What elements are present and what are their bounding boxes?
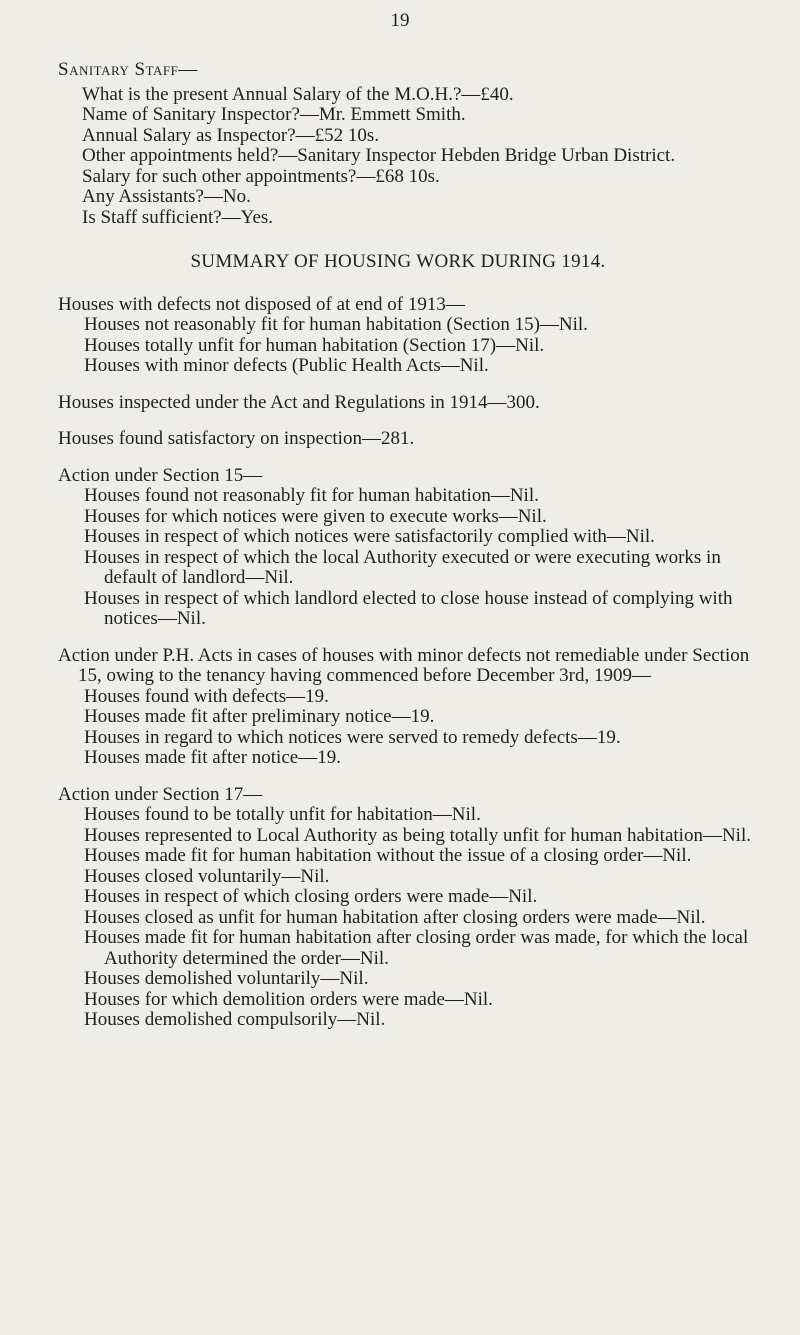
ph-item: Houses made fit after notice—19. (84, 747, 341, 768)
staff-line: Annual Salary as Inspector?—£52 10s. (82, 124, 380, 146)
defects-intro: Houses with defects not disposed of at end of 1913— (58, 293, 465, 315)
section17-item: Houses found to be totally unfit for habitation—Nil. (84, 804, 481, 825)
section17-item: Houses demolished voluntarily—Nil. (84, 968, 369, 989)
page-content (58, 60, 758, 1031)
section17-item: Houses demolished compulsorily—Nil. (84, 1009, 386, 1030)
section15-item: Houses in respect of which the local Authority executed or were executing works in default of landlord—Nil. (84, 546, 721, 588)
section17-item: Houses represented to Local Authority as being totally unfit for human habitation—Nil. (84, 824, 751, 846)
defects-item: Houses totally unfit for human habitation (Section 17)—Nil. (84, 334, 545, 356)
section17-item: Houses closed as unfit for human habitation after closing orders were made—Nil. (84, 906, 706, 928)
section17-item: Houses closed voluntarily—Nil. (84, 865, 330, 887)
staff-line: Is Staff sufficient?—Yes. (82, 206, 274, 228)
section17-item: Houses in respect of which closing orders were made—Nil. (84, 886, 538, 907)
staff-line: Any Assistants?—No. (82, 186, 251, 207)
sanitary-staff-heading: Sanitary Staff— (58, 59, 198, 80)
section17-item: Houses made fit for human habitation after closing order was made, for which the local Authority determined the order—Nil. (84, 927, 749, 969)
ph-intro: Action under P.H. Acts in cases of houses with minor defects not remediable under Section 15, owing to the tenancy having commenced before December 3rd, 1909— (58, 644, 750, 686)
inspected-line: Houses inspected under the Act and Regulations in 1914—300. (58, 391, 540, 413)
section15-item: Houses found not reasonably fit for human habitation—Nil. (84, 485, 539, 506)
section17-intro: Action under Section 17— (58, 783, 263, 805)
ph-item: Houses made fit after preliminary notice—19. (84, 706, 435, 727)
staff-line: Salary for such other appointments?—£68 10s. (82, 165, 440, 187)
page-number: 19 (390, 10, 410, 31)
section15-intro: Action under Section 15— (58, 464, 263, 486)
staff-line: Other appointments held?—Sanitary Inspector Hebden Bridge Urban District. (82, 145, 676, 166)
section17-item: Houses for which demolition orders were made—Nil. (84, 988, 493, 1010)
staff-line: What is the present Annual Salary of the M.O.H.?—£40. (82, 83, 514, 105)
defects-item: Houses not reasonably fit for human habitation (Section 15)—Nil. (84, 314, 588, 335)
ph-item: Houses in regard to which notices were served to remedy defects—19. (84, 726, 621, 748)
section15-item: Houses for which notices were given to execute works—Nil. (84, 505, 547, 527)
section17-item: Houses made fit for human habitation without the issue of a closing order—Nil. (84, 845, 692, 866)
staff-line: Name of Sanitary Inspector?—Mr. Emmett Smith. (82, 104, 466, 125)
satisfactory-line: Houses found satisfactory on inspection—281. (58, 428, 415, 449)
section15-item: Houses in respect of which notices were satisfactorily complied with—Nil. (84, 526, 655, 547)
section15-item: Houses in respect of which landlord elected to close house instead of complying with notices—Nil. (84, 587, 733, 629)
summary-heading: SUMMARY OF HOUSING WORK DURING 1914. (190, 251, 606, 272)
ph-item: Houses found with defects—19. (84, 685, 329, 707)
defects-item: Houses with minor defects (Public Health Acts—Nil. (84, 355, 489, 376)
